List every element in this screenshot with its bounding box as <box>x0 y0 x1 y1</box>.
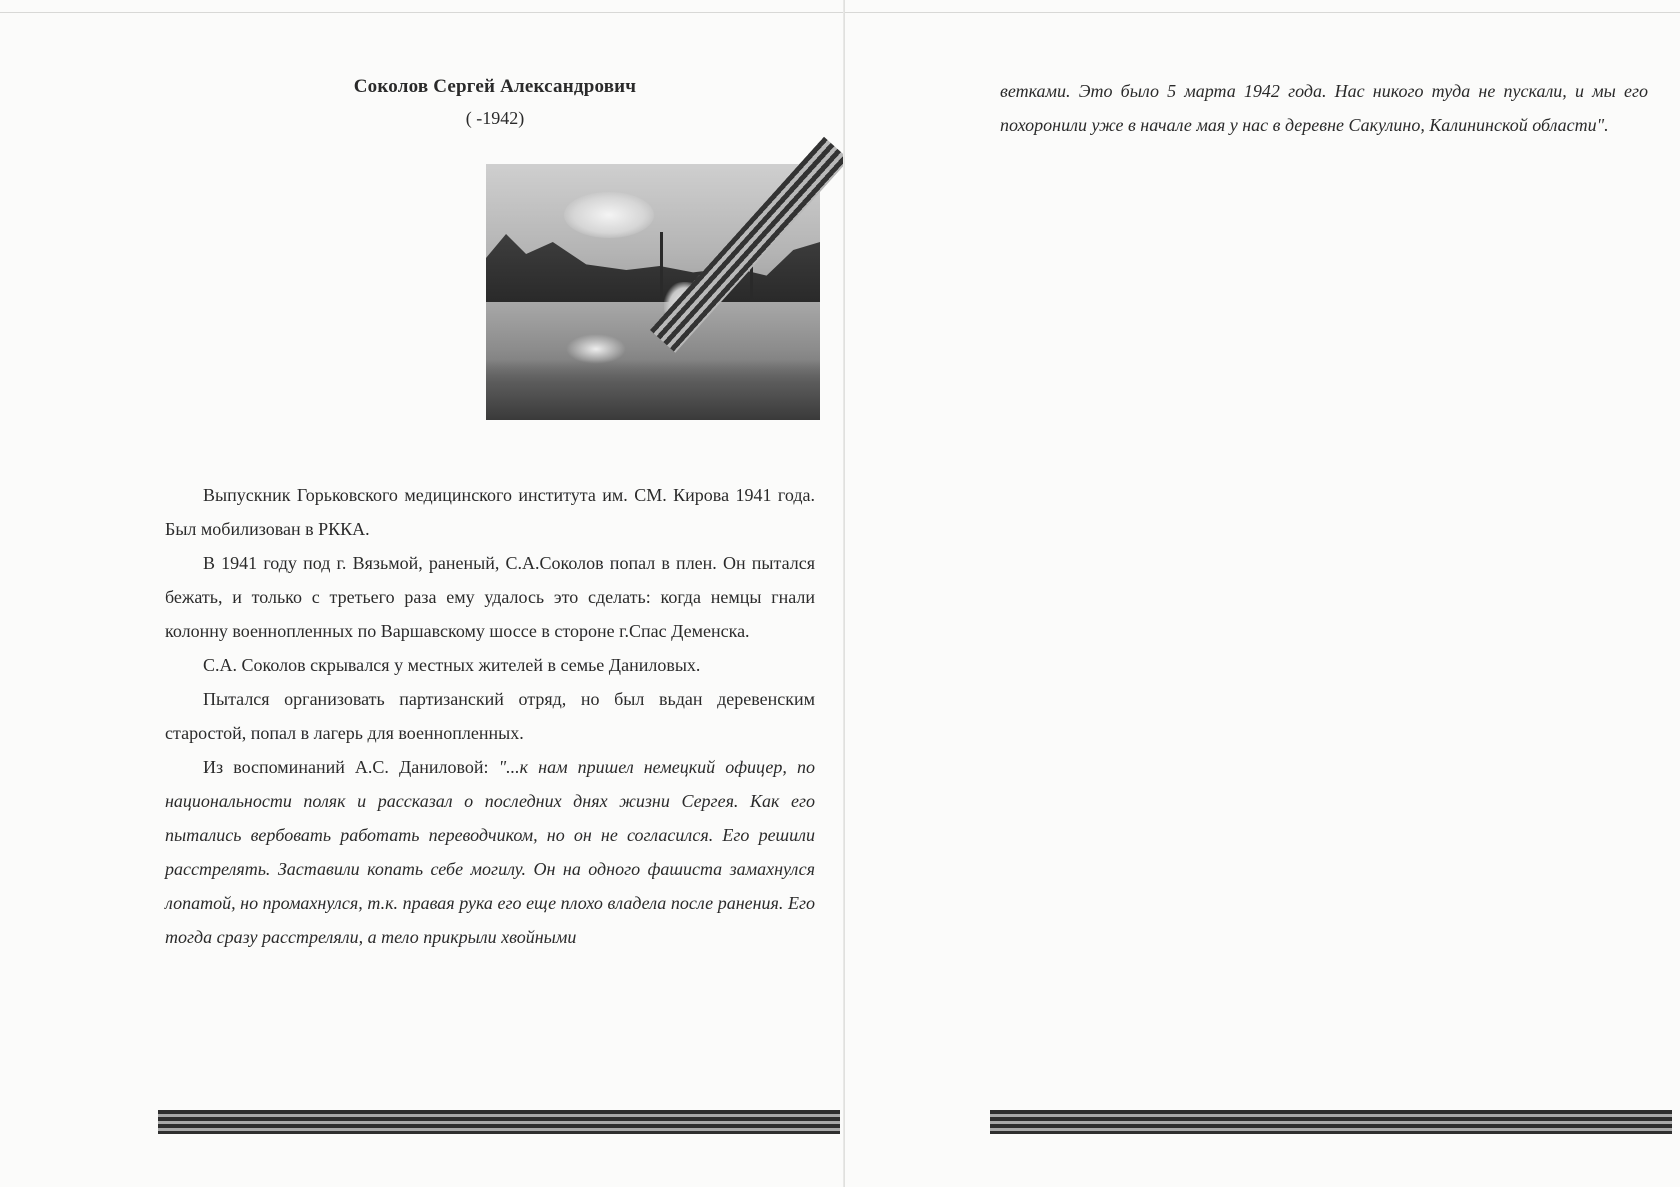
page-edge-line <box>0 12 845 13</box>
life-dates: ( -1942) <box>465 108 525 128</box>
ribbon-stripe <box>990 1110 1672 1134</box>
right-page <box>845 0 1680 1187</box>
continuation-text: ветками. Это было 5 марта 1942 года. Нас никого туда не пускали, и мы его похоронили уже в начале мая у нас в деревне Сакулино, Калининской области". <box>1000 81 1648 135</box>
biography-text <box>165 478 815 954</box>
quote-intro: Из воспоминаний А.С. Даниловой: <box>203 757 499 777</box>
paragraph: Пытался организовать партизанский отряд, но был вьдан деревенским старостой, попал в лагерь для военнопленных. <box>165 689 815 743</box>
ribbon-stripe <box>158 1110 840 1134</box>
page-edge-line <box>845 12 1680 13</box>
paragraph: С.А. Соколов скрывался у местных жителей в семье Даниловых. <box>203 655 701 675</box>
photo-lamppost <box>660 232 663 302</box>
paragraph: В 1941 году под г. Вязьмой, раненый, С.А.Соколов попал в плен. Он пытался бежать, и только с третьего раза ему удалось это сделать: когда немцы гнали колонну военнопленных по Варшавскому шоссе в стороне г.Спас Деменска. <box>165 553 815 641</box>
photo-flowers <box>486 360 820 420</box>
paragraph: Выпускник Горьковского медицинского института им. СМ. Кирова 1941 года. Был мобилизован в РККА. <box>165 485 815 539</box>
page-title: Соколов Сергей Александрович <box>353 76 637 97</box>
quote-paragraph <box>165 750 815 954</box>
photo-sun <box>564 192 654 238</box>
quote-text: "...к нам пришел немецкий офицер, по национальности поляк и рассказал о последних днях жизни Сергея. Как его пытались вербовать работать переводчиком, но он не согласился. Его решили расстрелять. Заставили копать себе могилу. Он на одного фашиста замахнулся лопатой, но промахнулся, т.к. правая рука его еще плохо владела после ранения. Его тогда сразу расстреляли, а тело прикрыли хвойными <box>165 757 815 947</box>
